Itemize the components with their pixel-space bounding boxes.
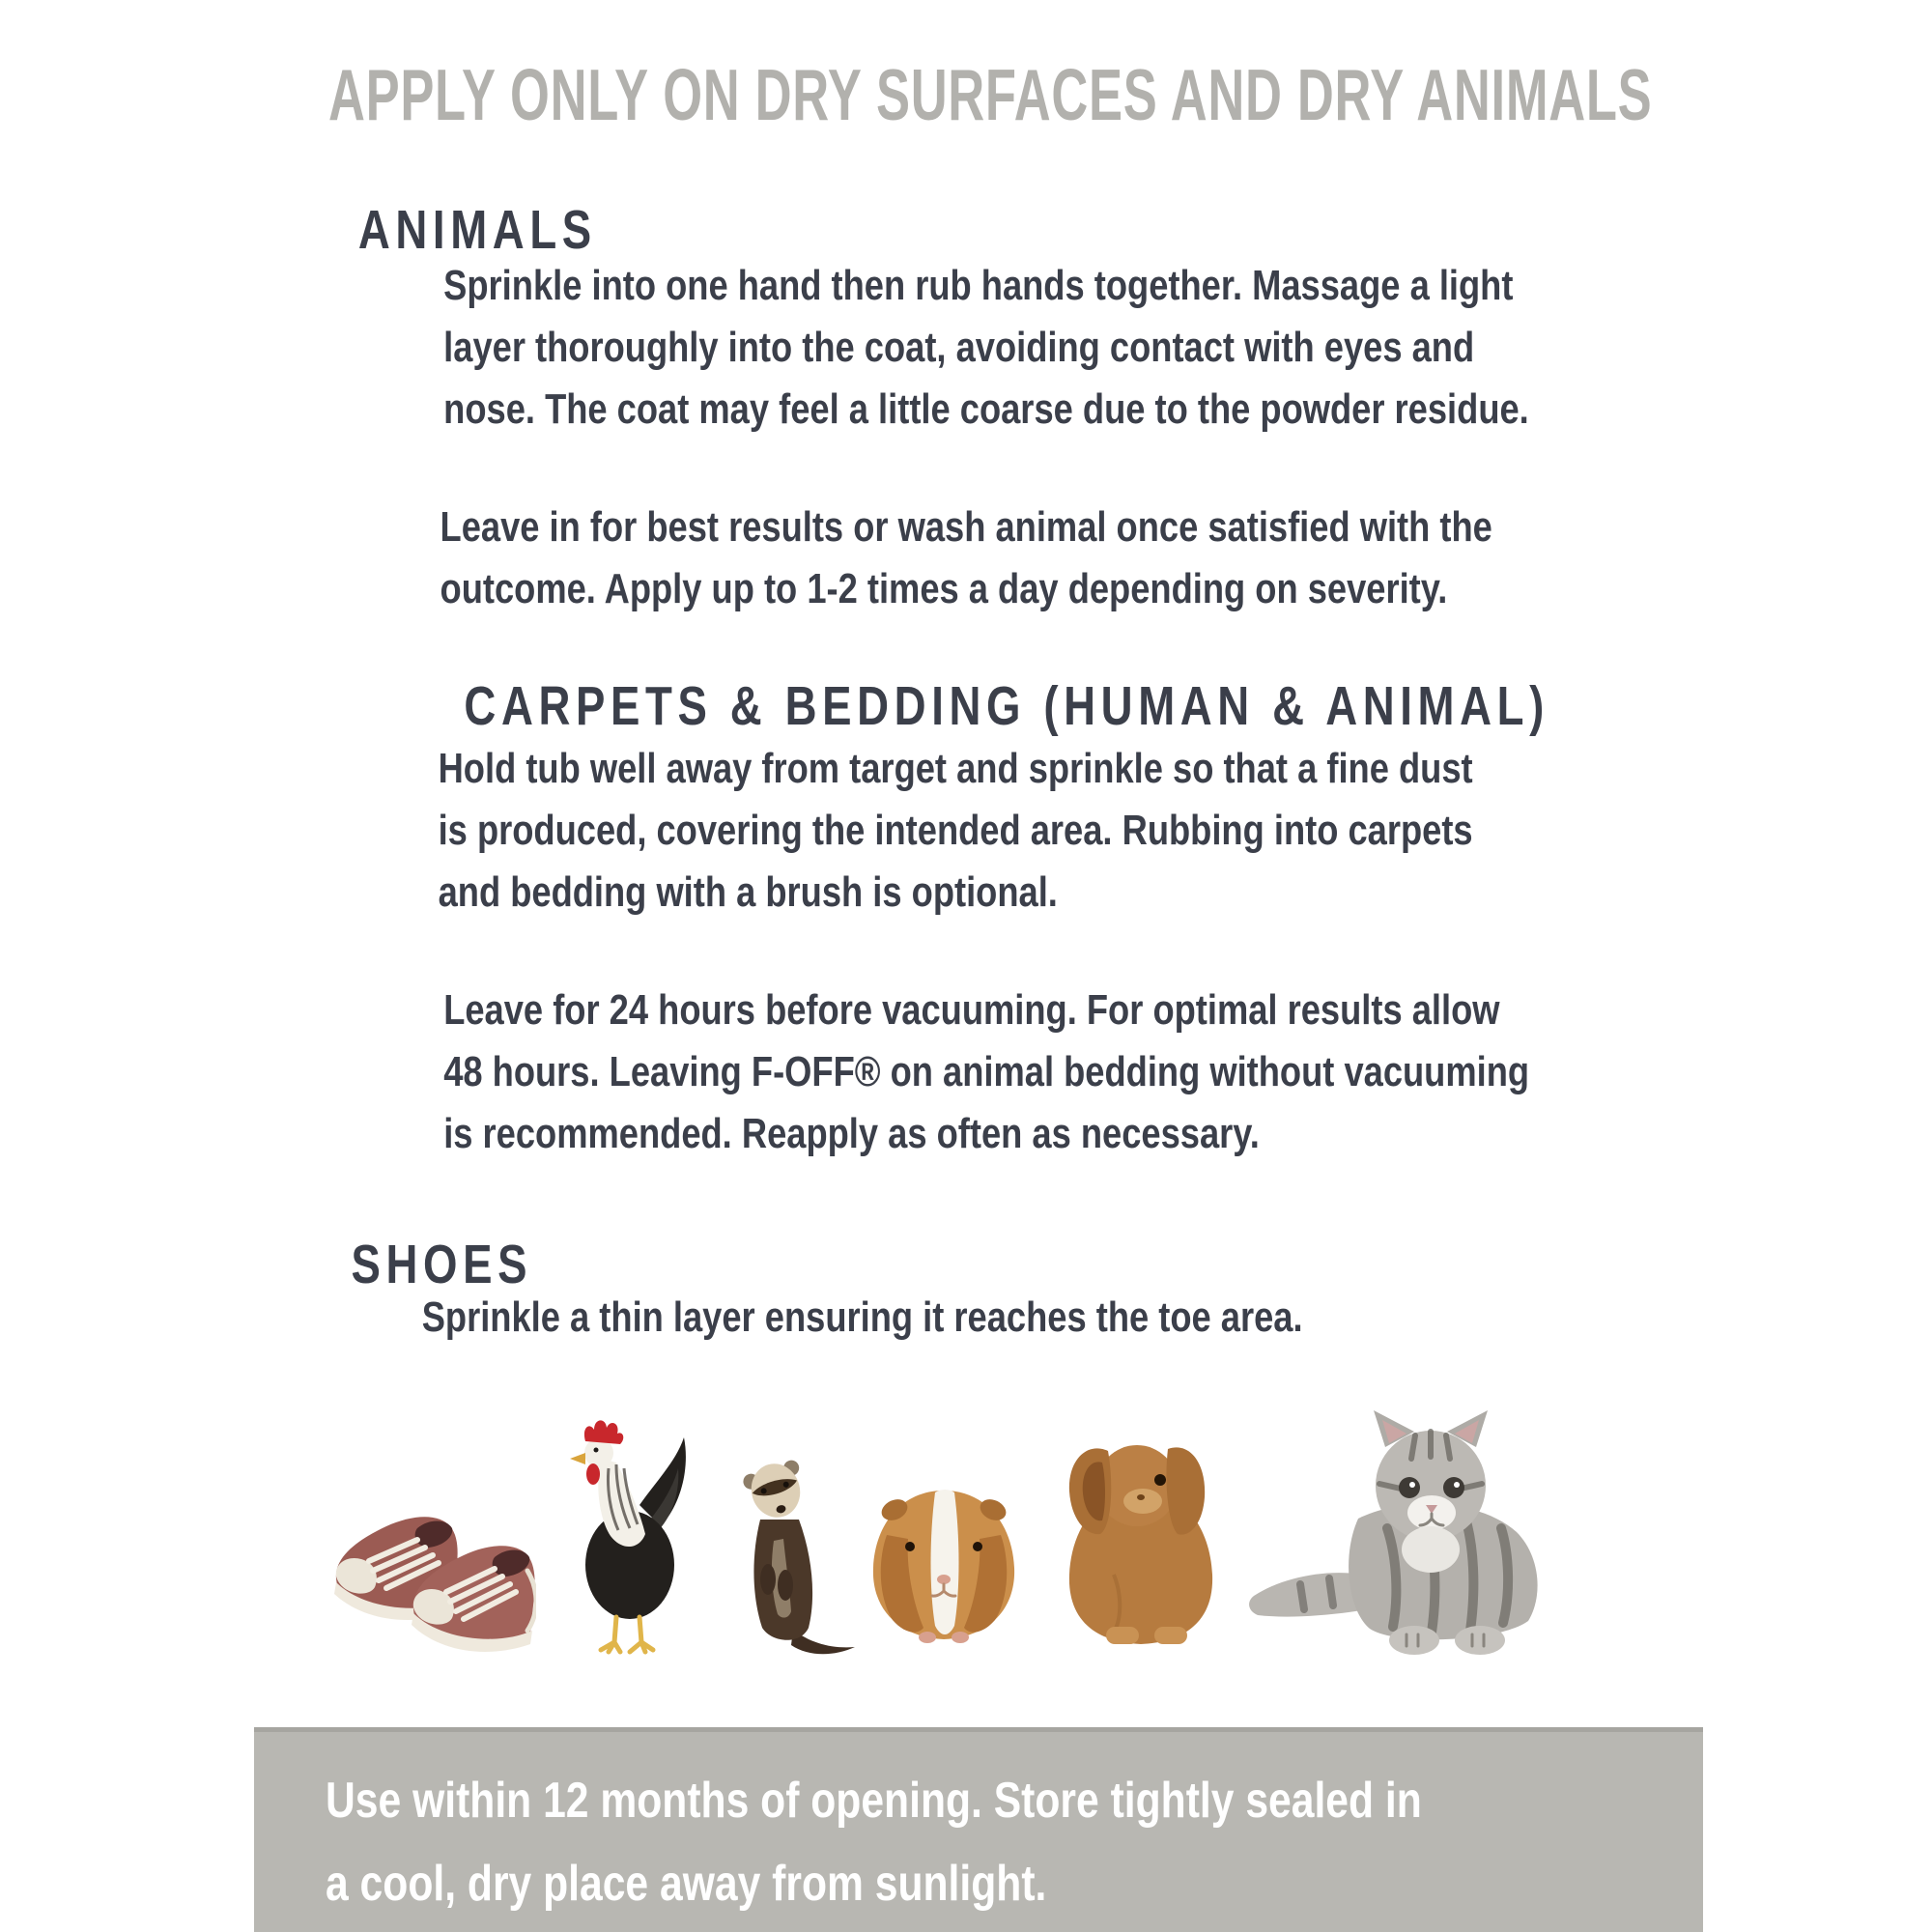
text-line: Sprinkle a thin layer ensuring it reaches the toe area. xyxy=(421,1293,1303,1341)
text-line: Hold tub well away from target and sprinkle so that a fine dust xyxy=(438,745,1473,792)
animals-paragraph-2 xyxy=(440,497,1492,620)
front-sneaker xyxy=(412,1546,536,1652)
carpets-paragraph-1 xyxy=(439,738,1473,923)
dry-surfaces-warning-heading: APPLY ONLY ON DRY SURFACES AND DRY ANIMALS xyxy=(328,54,1653,135)
text-line: Use within 12 months of opening. Store tightly sealed in xyxy=(326,1773,1422,1829)
text-line: Leave for 24 hours before vacuuming. For optimal results allow xyxy=(443,986,1500,1034)
text-line: nose. The coat may feel a little coarse due to the powder residue. xyxy=(443,385,1529,433)
carpets-paragraph-2 xyxy=(443,980,1529,1165)
storage-instructions-bar xyxy=(254,1727,1703,1932)
lop-rabbit-image xyxy=(1046,1430,1232,1652)
storage-instructions-text xyxy=(326,1759,1422,1925)
back-sneaker xyxy=(334,1517,458,1620)
ferret-image xyxy=(720,1452,863,1659)
carpets-bedding-section-heading: CARPETS & BEDDING (HUMAN & ANIMAL) xyxy=(464,675,1549,737)
text-line: a cool, dry place away from sunlight. xyxy=(326,1856,1047,1912)
animals-section-heading: ANIMALS xyxy=(357,199,597,261)
sneakers-image xyxy=(328,1486,536,1655)
text-line: layer thoroughly into the coat, avoiding contact with eyes and xyxy=(443,324,1475,371)
guinea-pig-image xyxy=(867,1481,1020,1650)
shoes-paragraph-1 xyxy=(422,1287,1303,1349)
text-line: 48 hours. Leaving F-OFF® on animal bedding without vacuuming xyxy=(443,1048,1530,1095)
text-line: Sprinkle into one hand then rub hands together. Massage a light xyxy=(443,262,1514,309)
text-line: is recommended. Reapply as often as necessary. xyxy=(443,1110,1260,1157)
text-line: and bedding with a brush is optional. xyxy=(438,868,1058,916)
text-line: is produced, covering the intended area. Rubbing into carpets xyxy=(438,807,1473,854)
tabby-kitten-image xyxy=(1244,1406,1565,1663)
shoes-section-heading: SHOES xyxy=(351,1234,533,1295)
rooster-image xyxy=(558,1412,694,1656)
animals-paragraph-1 xyxy=(443,255,1529,440)
text-line: outcome. Apply up to 1-2 times a day depending on severity. xyxy=(440,565,1448,612)
text-line: Leave in for best results or wash animal once satisfied with the xyxy=(440,503,1492,551)
